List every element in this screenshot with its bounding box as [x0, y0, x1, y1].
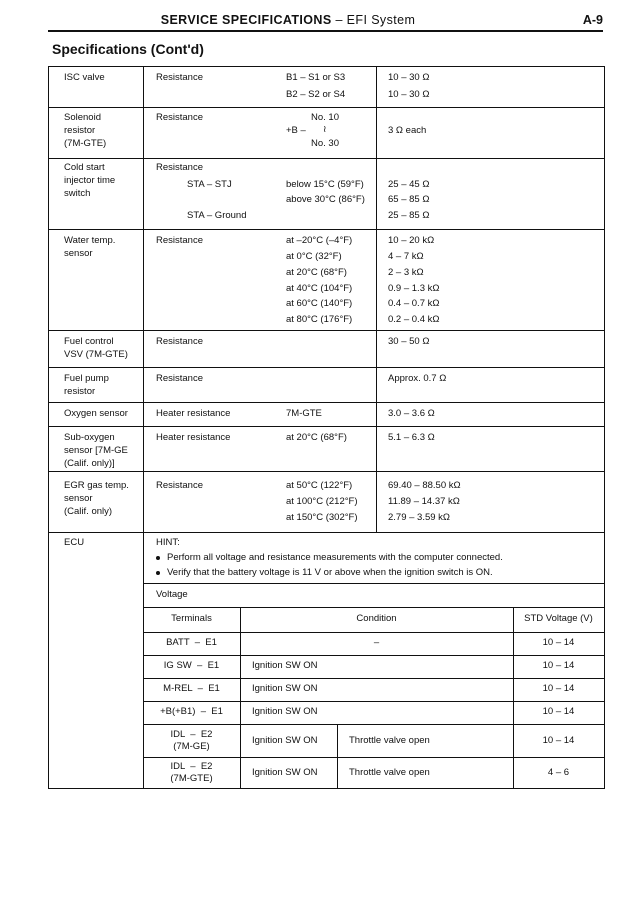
row-label-water-temp: Water temp.	[64, 235, 116, 246]
hint-label: HINT:	[156, 537, 180, 548]
terminal-cell: (7M-GE)	[173, 741, 210, 752]
condition: at –20°C (–4°F)	[286, 235, 353, 246]
condition-cell: Ignition SW ON	[252, 706, 318, 717]
value: 0.9 – 1.3 kΩ	[388, 283, 440, 294]
row-label-cold-start: Cold start	[64, 162, 105, 173]
row-label-isc-valve: ISC valve	[64, 72, 105, 83]
terminal-cell: IDL – E2	[170, 729, 213, 740]
std-voltage-cell: 10 – 14	[542, 735, 575, 746]
terminal-cell: M-REL – E1	[163, 683, 220, 694]
condition-cell: Ignition SW ON	[252, 735, 318, 746]
item-resistance: Resistance	[156, 72, 203, 83]
row-label-cold-start: switch	[64, 188, 91, 199]
condition: below 15°C (59°F)	[286, 179, 364, 190]
page-number: A-9	[582, 13, 603, 27]
row-label-ecu: ECU	[64, 537, 85, 548]
std-voltage-cell: 10 – 14	[542, 683, 575, 694]
value: 0.4 – 0.7 kΩ	[388, 298, 440, 309]
item-resistance: Resistance	[156, 480, 203, 491]
value: 3.0 – 3.6 Ω	[388, 408, 435, 419]
sub-item: STA – STJ	[187, 179, 232, 190]
bullet-icon	[156, 556, 160, 560]
col-header-terminals: Terminals	[171, 613, 212, 624]
value: 5.1 – 6.3 Ω	[388, 432, 435, 443]
row-label-egr: (Calif. only)	[64, 506, 113, 517]
item-resistance: Resistance	[156, 112, 203, 123]
voltage-label: Voltage	[156, 589, 188, 600]
hint-bullet: Verify that the battery voltage is 11 V or above when the ignition switch is ON.	[167, 567, 493, 578]
condition: at 40°C (104°F)	[286, 283, 353, 294]
bullet-icon	[156, 571, 160, 575]
terminal-b1: B1 – S1 or S3	[286, 72, 346, 83]
condition: at 50°C (122°F)	[286, 480, 353, 491]
condition: No. 10	[311, 112, 339, 123]
item-resistance: Resistance	[156, 162, 203, 173]
condition-cell: –	[373, 637, 380, 648]
item-resistance: Resistance	[156, 373, 203, 384]
specifications-table	[48, 66, 605, 789]
condition: at 20°C (68°F)	[286, 432, 347, 443]
value: 3 Ω each	[388, 125, 427, 136]
condition: at 80°C (176°F)	[286, 314, 353, 325]
section-subtitle: Specifications (Cont'd)	[52, 41, 204, 57]
item-resistance: Resistance	[156, 235, 203, 246]
condition-cell: Ignition SW ON	[252, 767, 318, 778]
col-header-std-voltage: STD Voltage (V)	[524, 613, 593, 624]
item-resistance: Resistance	[156, 336, 203, 347]
condition: at 20°C (68°F)	[286, 267, 347, 278]
condition: at 0°C (32°F)	[286, 251, 342, 262]
row-label-sub-oxygen: sensor [7M-GE	[64, 445, 128, 456]
terminal-b2: B2 – S2 or S4	[286, 89, 346, 100]
condition-cell: Ignition SW ON	[252, 683, 318, 694]
condition-cell: Ignition SW ON	[252, 660, 318, 671]
row-label-fuel-pump: Fuel pump	[64, 373, 109, 384]
row-label-oxygen: Oxygen sensor	[64, 408, 128, 419]
condition: at 150°C (302°F)	[286, 512, 358, 523]
value: 30 – 50 Ω	[388, 336, 430, 347]
condition: +B –	[286, 125, 306, 136]
terminal-cell: (7M-GTE)	[170, 773, 213, 784]
condition: at 60°C (140°F)	[286, 298, 353, 309]
value: 2.79 – 3.59 kΩ	[388, 512, 451, 523]
col-header-condition: Condition	[356, 613, 397, 624]
std-voltage-cell: 10 – 14	[542, 660, 575, 671]
value: Approx. 0.7 Ω	[388, 373, 447, 384]
row-label-sub-oxygen: Sub-oxygen	[64, 432, 115, 443]
row-label-solenoid: Solenoid	[64, 112, 101, 123]
header-title: SERVICE SPECIFICATIONS – EFI System	[160, 13, 416, 27]
row-label-egr: sensor	[64, 493, 93, 504]
value: 10 – 30 Ω	[388, 72, 430, 83]
row-label-water-temp: sensor	[64, 248, 93, 259]
value: 10 – 20 kΩ	[388, 235, 435, 246]
row-label-fuel-vsv: Fuel control	[64, 336, 114, 347]
hint-bullet: Perform all voltage and resistance measurements with the computer connected.	[167, 552, 503, 563]
row-label-fuel-pump: resistor	[64, 386, 96, 397]
std-voltage-cell: 10 – 14	[542, 706, 575, 717]
item-heater-resistance: Heater resistance	[156, 432, 231, 443]
row-label-fuel-vsv: VSV (7M-GTE)	[64, 349, 128, 360]
row-label-sub-oxygen: (Calif. only)]	[64, 458, 115, 469]
condition: No. 30	[311, 138, 339, 149]
item-heater-resistance: Heater resistance	[156, 408, 231, 419]
value: 10 – 30 Ω	[388, 89, 430, 100]
condition-cell: Throttle valve open	[349, 735, 430, 746]
std-voltage-cell: 4 – 6	[547, 767, 570, 778]
value: 25 – 45 Ω	[388, 179, 430, 190]
condition: 7M-GTE	[286, 408, 322, 419]
value: 11.89 – 14.37 kΩ	[388, 496, 460, 507]
value: 4 – 7 kΩ	[388, 251, 424, 262]
row-label-solenoid: resistor	[64, 125, 96, 136]
tilde-glyph: ≀	[323, 124, 327, 135]
page-header	[48, 12, 603, 32]
value: 0.2 – 0.4 kΩ	[388, 314, 440, 325]
row-label-cold-start: injector time	[64, 175, 116, 186]
condition: above 30°C (86°F)	[286, 194, 365, 205]
terminal-cell: +B(+B1) – E1	[160, 706, 223, 717]
sub-item: STA – Ground	[187, 210, 247, 221]
terminal-cell: IG SW – E1	[163, 660, 220, 671]
row-label-solenoid: (7M-GTE)	[64, 138, 107, 149]
value: 65 – 85 Ω	[388, 194, 430, 205]
condition-cell: Throttle valve open	[349, 767, 430, 778]
terminal-cell: IDL – E2	[170, 761, 213, 772]
value: 25 – 85 Ω	[388, 210, 430, 221]
condition: at 100°C (212°F)	[286, 496, 358, 507]
value: 69.40 – 88.50 kΩ	[388, 480, 461, 491]
row-label-egr: EGR gas temp.	[64, 480, 129, 491]
std-voltage-cell: 10 – 14	[542, 637, 575, 648]
value: 2 – 3 kΩ	[388, 267, 424, 278]
terminal-cell: BATT – E1	[166, 637, 217, 648]
